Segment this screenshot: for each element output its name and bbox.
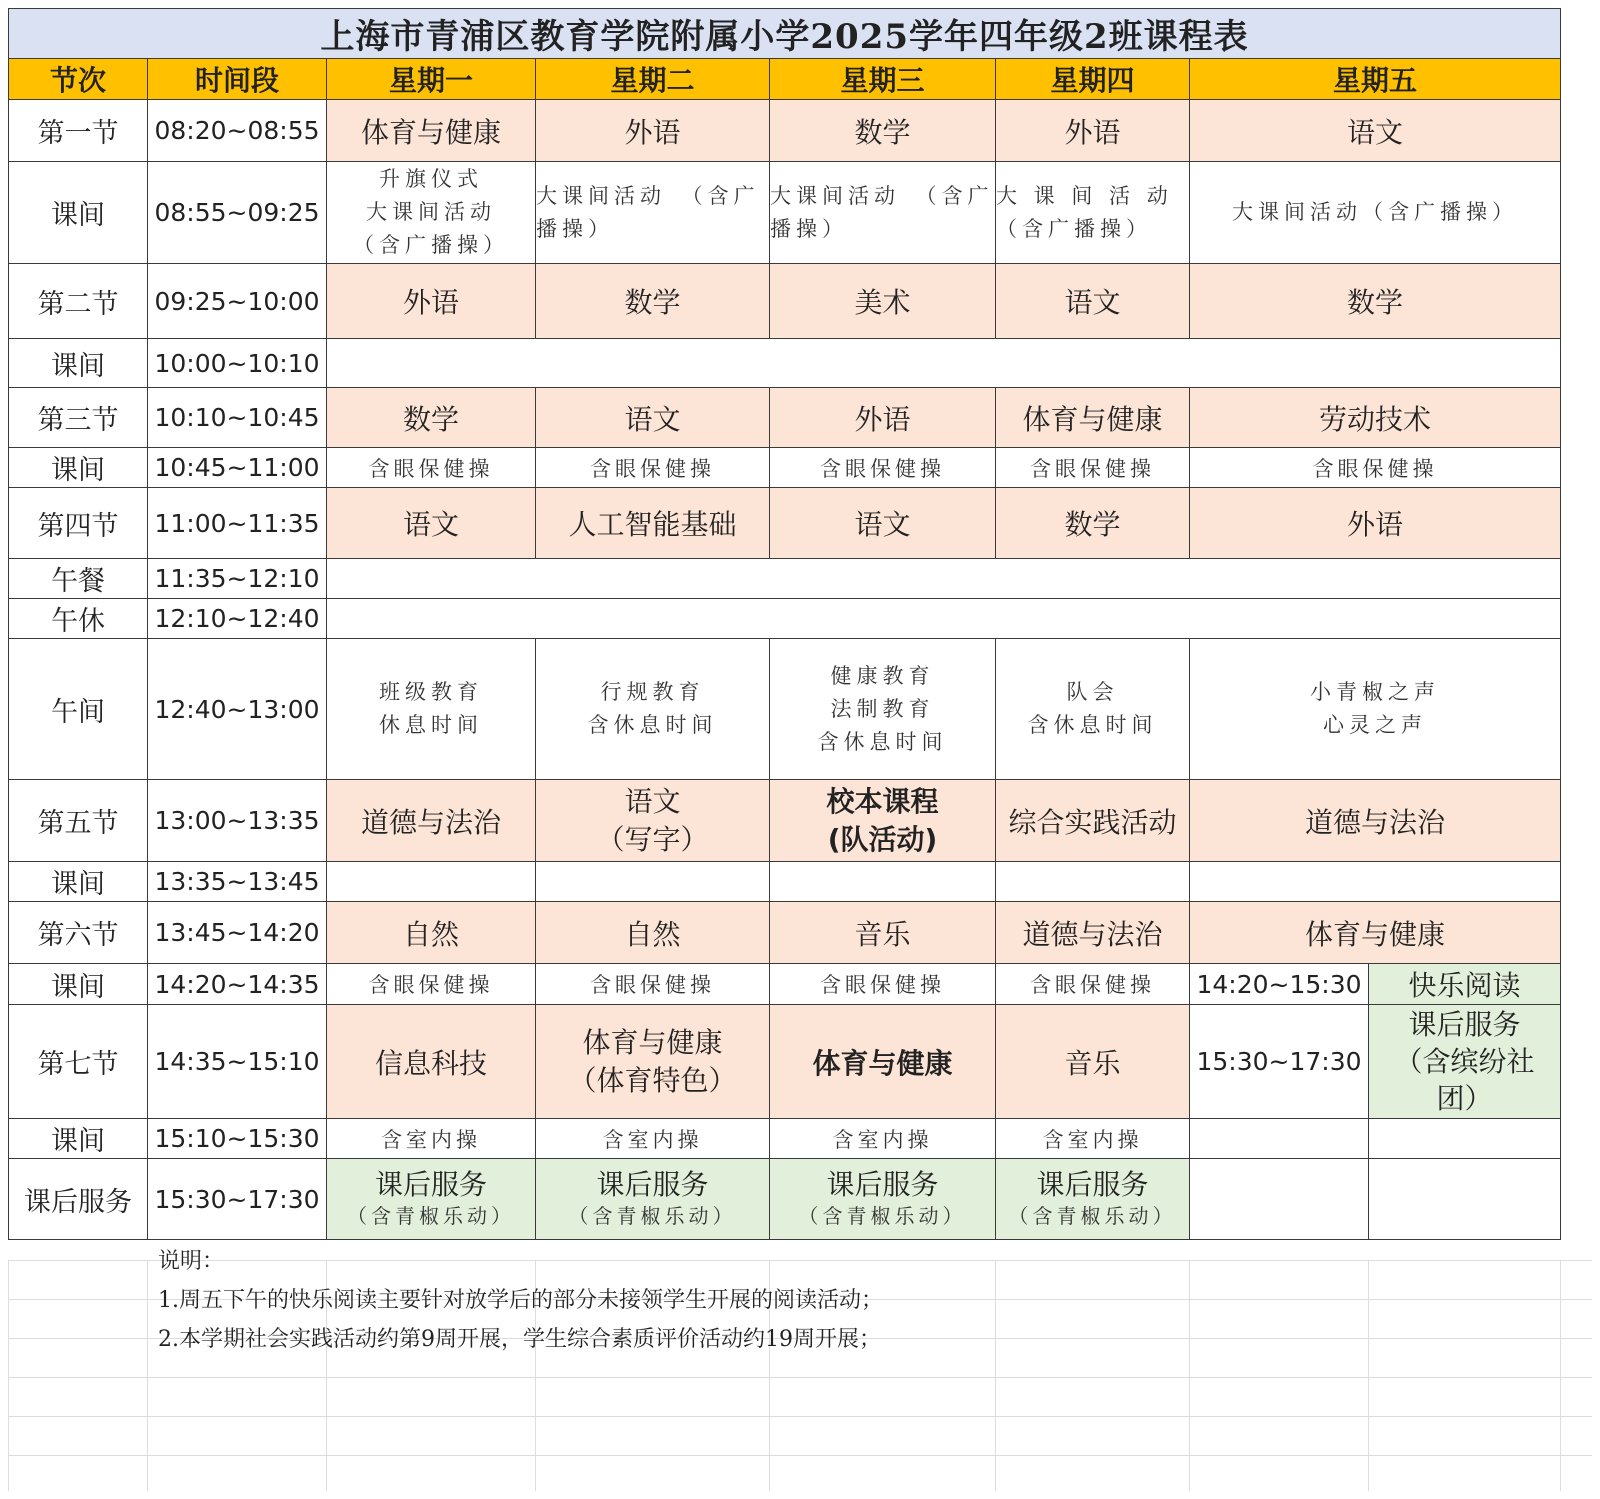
- activity-line: 含休息时间: [817, 729, 948, 754]
- table-row: [9, 559, 1593, 599]
- header-friday: 星期五: [1190, 59, 1561, 100]
- empty-cell: [536, 862, 770, 902]
- period-label: 午间: [9, 639, 148, 780]
- table-row: [9, 1005, 1593, 1119]
- header-thursday: 星期四: [996, 59, 1190, 100]
- table-row: [9, 339, 1593, 388]
- class-cell: 音乐: [770, 902, 996, 964]
- time-range: 14:35~15:10: [148, 1005, 327, 1119]
- period-label: 课间: [9, 1119, 148, 1159]
- class-cell: [770, 780, 996, 862]
- class-cell: 数学: [1190, 264, 1561, 339]
- after-school-title: 课后服务: [596, 1168, 709, 1201]
- time-range: 14:20~14:35: [148, 964, 327, 1005]
- activity-cell: 含眼保健操: [536, 964, 770, 1005]
- empty-cell: [770, 862, 996, 902]
- period-label: 第五节: [9, 780, 148, 862]
- period-label: 第一节: [9, 100, 148, 162]
- class-cell: 道德与法治: [1190, 780, 1561, 862]
- period-label: 第三节: [9, 388, 148, 448]
- note-line: 1.周五下午的快乐阅读主要针对放学后的部分未接领学生开展的阅读活动；: [158, 1288, 883, 1313]
- period-label: 课间: [9, 964, 148, 1005]
- activity-line: 行规教育: [600, 680, 705, 704]
- class-cell: 体育与健康: [996, 388, 1190, 448]
- after-school-cell: [996, 1159, 1190, 1240]
- time-range: 11:00~11:35: [148, 488, 327, 559]
- class-line: 校本课程: [826, 784, 939, 818]
- period-label: 课间: [9, 862, 148, 902]
- period-label: 第六节: [9, 902, 148, 964]
- activity-cell: [536, 639, 770, 780]
- class-line: 语文: [624, 784, 681, 818]
- time-range: 10:10~10:45: [148, 388, 327, 448]
- activity-cell: 含室内操: [770, 1119, 996, 1159]
- class-cell: 外语: [996, 100, 1190, 162]
- class-cell: 外语: [770, 388, 996, 448]
- after-school-note: （含青椒乐动）: [798, 1204, 967, 1228]
- activity-cell: 含眼保健操: [536, 448, 770, 488]
- after-school-cell: [536, 1159, 770, 1240]
- activity-line: 大课间活动: [366, 200, 496, 224]
- class-cell: 数学: [327, 388, 536, 448]
- time-range: 09:25~10:00: [148, 264, 327, 339]
- time-range: 12:40~13:00: [148, 639, 327, 780]
- class-cell: 道德与法治: [996, 902, 1190, 964]
- activity-cell: 含眼保健操: [770, 448, 996, 488]
- time-range: 15:10~15:30: [148, 1119, 327, 1159]
- period-label: 课间: [9, 162, 148, 264]
- class-cell: 美术: [770, 264, 996, 339]
- activity-line: （含广播操）: [353, 233, 509, 257]
- period-label: 第二节: [9, 264, 148, 339]
- notes-heading: 说明：: [158, 1249, 225, 1274]
- activity-cell: 含眼保健操: [996, 964, 1190, 1005]
- table-row: [9, 1159, 1593, 1240]
- class-line: （写字）: [596, 822, 709, 856]
- header-period: 节次: [9, 59, 148, 100]
- table-row: [9, 264, 1593, 339]
- activity-cell: 大课间活动 （含广播操）: [536, 162, 770, 264]
- time-range: 15:30~17:30: [1190, 1005, 1369, 1119]
- table-row: [9, 162, 1593, 264]
- empty-cell: [1369, 1119, 1561, 1159]
- time-range: 14:20~15:30: [1190, 964, 1369, 1005]
- activity-cell: 含室内操: [536, 1119, 770, 1159]
- activity-line: 健康教育: [830, 663, 935, 688]
- time-range: 08:55~09:25: [148, 162, 327, 264]
- activity-cell: [327, 162, 536, 264]
- time-range: 13:45~14:20: [148, 902, 327, 964]
- table-row: [9, 388, 1593, 448]
- class-cell: 人工智能基础: [536, 488, 770, 559]
- class-cell: 外语: [536, 100, 770, 162]
- header-monday: 星期一: [327, 59, 536, 100]
- class-cell: 信息科技: [327, 1005, 536, 1119]
- activity-line: 含休息时间: [1027, 713, 1158, 737]
- class-cell: 体育与健康: [770, 1005, 996, 1119]
- activity-cell: [996, 639, 1190, 780]
- activity-cell: 含眼保健操: [1190, 448, 1561, 488]
- header-wednesday: 星期三: [770, 59, 996, 100]
- activity-cell: 含眼保健操: [770, 964, 996, 1005]
- class-cell: [536, 1005, 770, 1119]
- time-range: 12:10~12:40: [148, 599, 327, 639]
- class-cell: 数学: [770, 100, 996, 162]
- time-range: 10:45~11:00: [148, 448, 327, 488]
- activity-cell: [1190, 639, 1561, 780]
- period-label: 午休: [9, 599, 148, 639]
- class-cell: 数学: [996, 488, 1190, 559]
- after-school-title: 课后服务: [1036, 1168, 1149, 1201]
- after-school-note: （含青椒乐动）: [347, 1204, 515, 1228]
- page-title: 上海市青浦区教育学院附属小学2025学年四年级2班课程表: [9, 9, 1561, 59]
- class-line: (队活动): [827, 822, 938, 856]
- class-cell: 语文: [996, 264, 1190, 339]
- activity-cell: [327, 639, 536, 780]
- activity-cell: 大课间活动（含广播操）: [1190, 162, 1561, 264]
- after-school-note: （含青椒乐动）: [568, 1204, 737, 1228]
- time-range: 15:30~17:30: [148, 1159, 327, 1240]
- after-school-cell: [327, 1159, 536, 1240]
- activity-cell: 含眼保健操: [327, 448, 536, 488]
- class-cell: 外语: [327, 264, 536, 339]
- class-cell: [536, 780, 770, 862]
- period-label: 课间: [9, 339, 148, 388]
- class-cell: 语文: [770, 488, 996, 559]
- period-label: 课后服务: [9, 1159, 148, 1240]
- time-range: 13:35~13:45: [148, 862, 327, 902]
- after-school-cell: [1369, 1005, 1561, 1119]
- class-cell: 音乐: [996, 1005, 1190, 1119]
- timetable: [8, 8, 1593, 1240]
- table-row: [9, 100, 1593, 162]
- table-row: [9, 964, 1593, 1005]
- table-row: [9, 1119, 1593, 1159]
- class-line: 课后服务: [1408, 1008, 1521, 1041]
- table-row: [9, 639, 1593, 780]
- activity-cell: 含眼保健操: [327, 964, 536, 1005]
- class-cell: 语文: [1190, 100, 1561, 162]
- class-cell: 劳动技术: [1190, 388, 1561, 448]
- after-school-title: 课后服务: [826, 1168, 939, 1201]
- activity-cell: 含室内操: [327, 1119, 536, 1159]
- empty-cell: [1190, 862, 1561, 902]
- class-cell: 道德与法治: [327, 780, 536, 862]
- class-line: （体育特色）: [568, 1063, 737, 1097]
- activity-line: 心灵之声: [1323, 713, 1428, 737]
- time-range: 11:35~12:10: [148, 559, 327, 599]
- empty-cell: [327, 559, 1561, 599]
- class-line: （含缤纷社: [1394, 1045, 1535, 1078]
- activity-line: 队会: [1066, 680, 1119, 704]
- class-cell: 语文: [536, 388, 770, 448]
- activity-line: 升旗仪式: [379, 167, 483, 191]
- table-row: [9, 862, 1593, 902]
- activity-cell: 大 课 间 活 动 （含广播操）: [996, 162, 1190, 264]
- class-cell: 数学: [536, 264, 770, 339]
- class-line: 体育与健康: [582, 1025, 723, 1059]
- after-school-cell: [770, 1159, 996, 1240]
- after-school-note: （含青椒乐动）: [1008, 1204, 1177, 1228]
- table-row: [9, 488, 1593, 559]
- activity-line: 班级教育: [379, 680, 483, 704]
- activity-line: 小青椒之声: [1310, 680, 1441, 704]
- class-cell: 语文: [327, 488, 536, 559]
- empty-cell: [1190, 1119, 1369, 1159]
- table-row: [9, 448, 1593, 488]
- note-line: 2.本学期社会实践活动约第9周开展，学生综合素质评价活动约19周开展；: [158, 1327, 881, 1352]
- empty-cell: [996, 862, 1190, 902]
- class-line: 团）: [1436, 1082, 1493, 1115]
- activity-cell: [770, 639, 996, 780]
- table-row: [9, 599, 1593, 639]
- class-cell: 自然: [536, 902, 770, 964]
- period-label: 午餐: [9, 559, 148, 599]
- period-label: 课间: [9, 448, 148, 488]
- activity-cell: 大课间活动 （含广播操）: [770, 162, 996, 264]
- timetable-sheet: [8, 8, 1592, 1491]
- reading-cell: 快乐阅读: [1369, 964, 1561, 1005]
- class-cell: 外语: [1190, 488, 1561, 559]
- activity-line: 休息时间: [379, 713, 483, 737]
- empty-cell: [1369, 1159, 1561, 1240]
- time-range: 13:00~13:35: [148, 780, 327, 862]
- period-label: 第七节: [9, 1005, 148, 1119]
- class-cell: 综合实践活动: [996, 780, 1190, 862]
- time-range: 10:00~10:10: [148, 339, 327, 388]
- empty-cell: [327, 339, 1561, 388]
- table-row: [9, 902, 1593, 964]
- activity-cell: 含室内操: [996, 1119, 1190, 1159]
- header-tuesday: 星期二: [536, 59, 770, 100]
- table-row: [9, 780, 1593, 862]
- empty-cell: [1190, 1159, 1369, 1240]
- empty-cell: [327, 862, 536, 902]
- empty-cell: [327, 599, 1561, 639]
- header-time: 时间段: [148, 59, 327, 100]
- period-label: 第四节: [9, 488, 148, 559]
- time-range: 08:20~08:55: [148, 100, 327, 162]
- class-cell: 体育与健康: [327, 100, 536, 162]
- activity-line: 含休息时间: [587, 713, 718, 737]
- title-row: [9, 9, 1593, 59]
- class-cell: 体育与健康: [1190, 902, 1561, 964]
- activity-line: 法制教育: [830, 696, 935, 721]
- class-cell: 自然: [327, 902, 536, 964]
- after-school-title: 课后服务: [374, 1168, 487, 1201]
- activity-cell: 含眼保健操: [996, 448, 1190, 488]
- header-row: [9, 59, 1593, 100]
